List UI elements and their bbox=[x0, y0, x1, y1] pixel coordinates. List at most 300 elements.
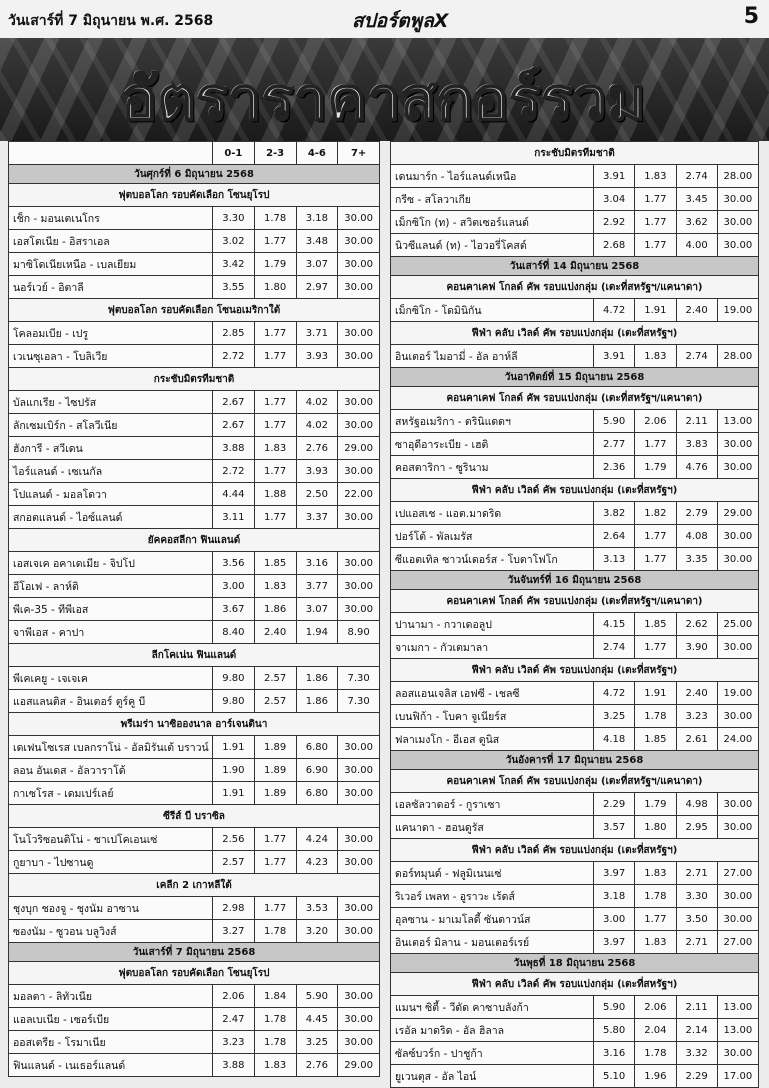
odds-value: 27.00 bbox=[717, 931, 758, 954]
competition-header-row bbox=[9, 299, 380, 322]
match-teams: ซองนัม - ซูวอน บลูวิงส์ bbox=[9, 920, 213, 943]
match-row bbox=[9, 345, 380, 368]
match-row bbox=[391, 931, 759, 954]
date-header: วันอาทิตย์ที่ 15 มิถุนายน 2568 bbox=[391, 368, 759, 387]
competition-header: เคลีก 2 เกาหลีใต้ bbox=[9, 874, 380, 897]
match-teams: พีเคเคยู - เจเจเค bbox=[9, 667, 213, 690]
odds-value: 2.79 bbox=[676, 502, 717, 525]
odds-value: 1.77 bbox=[635, 433, 676, 456]
odds-value: 1.77 bbox=[254, 460, 296, 483]
match-row bbox=[391, 299, 759, 322]
competition-header: ซีรีส์ บี บราซิล bbox=[9, 805, 380, 828]
issue-date: วันเสาร์ที่ 7 มิถุนายน พ.ศ. 2568 bbox=[8, 13, 214, 29]
match-row bbox=[391, 1042, 759, 1065]
odds-value: 3.42 bbox=[213, 253, 255, 276]
odds-value: 3.62 bbox=[676, 211, 717, 234]
odds-value: 1.82 bbox=[635, 502, 676, 525]
odds-value: 1.89 bbox=[254, 782, 296, 805]
match-row bbox=[9, 1031, 380, 1054]
team-header bbox=[9, 142, 213, 165]
odds-value: 6.80 bbox=[296, 782, 338, 805]
odds-value: 30.00 bbox=[717, 188, 758, 211]
date-header: วันจันทร์ที่ 16 มิถุนายน 2568 bbox=[391, 571, 759, 590]
competition-header-row bbox=[9, 874, 380, 897]
competition-header-row bbox=[391, 479, 759, 502]
odds-value: 1.83 bbox=[635, 862, 676, 885]
competition-header: คอนคาเคฟ โกลด์ คัพ รอบแบ่งกลุ่ม (เตะที่สหรัฐฯ/แคนาดา) bbox=[391, 770, 759, 793]
odds-value: 13.00 bbox=[717, 996, 758, 1019]
odds-value: 1.77 bbox=[635, 234, 676, 257]
odds-value: 3.35 bbox=[676, 548, 717, 571]
match-teams: ปอร์โต้ - พัลเมรัส bbox=[391, 525, 594, 548]
odds-value: 4.24 bbox=[296, 828, 338, 851]
match-row bbox=[9, 897, 380, 920]
odds-value: 2.67 bbox=[213, 414, 255, 437]
competition-header: ฟีฟ่า คลับ เวิลด์ คัพ รอบแบ่งกลุ่ม (เตะที่สหรัฐฯ) bbox=[391, 659, 759, 682]
odds-value: 1.91 bbox=[635, 682, 676, 705]
match-row bbox=[9, 759, 380, 782]
odds-value: 30.00 bbox=[338, 460, 380, 483]
odds-value: 3.00 bbox=[594, 908, 635, 931]
odds-value: 3.16 bbox=[296, 552, 338, 575]
date-header-row bbox=[9, 943, 380, 962]
odds-value: 3.13 bbox=[594, 548, 635, 571]
odds-value: 2.40 bbox=[676, 299, 717, 322]
match-teams: พีเค-35 - ทีพีเอส bbox=[9, 598, 213, 621]
odds-value: 2.64 bbox=[594, 525, 635, 548]
odds-value: 3.25 bbox=[594, 705, 635, 728]
odds-value: 30.00 bbox=[717, 211, 758, 234]
odds-value: 13.00 bbox=[717, 410, 758, 433]
match-teams: เช็ก - มอนเตเนโกร bbox=[9, 207, 213, 230]
odds-value: 1.86 bbox=[296, 690, 338, 713]
odds-value: 1.83 bbox=[254, 575, 296, 598]
odds-value: 30.00 bbox=[338, 598, 380, 621]
match-teams: จาเมกา - กัวเตมาลา bbox=[391, 636, 594, 659]
odds-value: 30.00 bbox=[717, 456, 758, 479]
match-row bbox=[9, 207, 380, 230]
odds-value: 2.85 bbox=[213, 322, 255, 345]
odds-value: 2.61 bbox=[676, 728, 717, 751]
match-teams: แคนาดา - ฮอนดูรัส bbox=[391, 816, 594, 839]
match-row bbox=[391, 188, 759, 211]
match-row bbox=[9, 851, 380, 874]
banner-title: อัตราราคาสกอร์รวม bbox=[122, 65, 647, 133]
odds-value: 2.06 bbox=[635, 410, 676, 433]
odds-value: 30.00 bbox=[338, 230, 380, 253]
odds-value: 1.88 bbox=[254, 483, 296, 506]
odds-value: 3.23 bbox=[676, 705, 717, 728]
odds-value: 29.00 bbox=[338, 1054, 380, 1077]
competition-header-row bbox=[9, 368, 380, 391]
match-row bbox=[9, 483, 380, 506]
match-row bbox=[391, 548, 759, 571]
competition-header: ลีกโคเน่น ฟินแลนด์ bbox=[9, 644, 380, 667]
competition-header: กระชับมิตรทีมชาติ bbox=[391, 142, 759, 165]
competition-header-row bbox=[391, 387, 759, 410]
match-row bbox=[9, 690, 380, 713]
odds-value: 19.00 bbox=[717, 299, 758, 322]
odds-value: 1.84 bbox=[254, 985, 296, 1008]
match-row bbox=[391, 682, 759, 705]
odds-value: 25.00 bbox=[717, 613, 758, 636]
odds-value: 4.72 bbox=[594, 682, 635, 705]
match-row bbox=[391, 636, 759, 659]
odds-value: 1.79 bbox=[254, 253, 296, 276]
competition-header-row bbox=[391, 659, 759, 682]
match-row bbox=[9, 552, 380, 575]
match-teams: ยูเวนตุส - อัล ไอน์ bbox=[391, 1065, 594, 1088]
odds-value: 30.00 bbox=[338, 207, 380, 230]
match-row bbox=[9, 782, 380, 805]
odds-value: 30.00 bbox=[338, 253, 380, 276]
match-row bbox=[391, 728, 759, 751]
match-teams: ฟินแลนด์ - เนเธอร์แลนด์ bbox=[9, 1054, 213, 1077]
odds-value: 2.62 bbox=[676, 613, 717, 636]
odds-value: 1.89 bbox=[254, 736, 296, 759]
odds-value: 30.00 bbox=[717, 548, 758, 571]
match-row bbox=[391, 165, 759, 188]
match-row bbox=[391, 410, 759, 433]
odds-value: 13.00 bbox=[717, 1019, 758, 1042]
match-teams: กูยาบา - ไปซานดู bbox=[9, 851, 213, 874]
odds-value: 30.00 bbox=[338, 1008, 380, 1031]
odds-value: 2.29 bbox=[594, 793, 635, 816]
odds-value: 3.11 bbox=[213, 506, 255, 529]
match-teams: เวเนซุเอลา - โบลิเวีย bbox=[9, 345, 213, 368]
odds-value: 3.32 bbox=[676, 1042, 717, 1065]
date-header-row bbox=[391, 751, 759, 770]
odds-value: 1.77 bbox=[254, 391, 296, 414]
odds-value: 30.00 bbox=[338, 828, 380, 851]
odds-value: 30.00 bbox=[338, 920, 380, 943]
odds-value: 1.83 bbox=[635, 165, 676, 188]
match-teams: สกอตแลนด์ - ไอซ์แลนด์ bbox=[9, 506, 213, 529]
odds-value: 30.00 bbox=[338, 851, 380, 874]
odds-value: 6.90 bbox=[296, 759, 338, 782]
match-teams: โคลอมเบีย - เปรู bbox=[9, 322, 213, 345]
match-teams: เบนฟิก้า - โบคา จูเนียร์ส bbox=[391, 705, 594, 728]
match-teams: แมนฯ ซิตี้ - วีดัด คาซาบลังก้า bbox=[391, 996, 594, 1019]
odds-value: 1.77 bbox=[254, 322, 296, 345]
match-row bbox=[9, 575, 380, 598]
match-teams: ออสเตรีย - โรมาเนีย bbox=[9, 1031, 213, 1054]
match-row bbox=[9, 621, 380, 644]
match-teams: ดอร์ทมุนด์ - ฟลูมิเนนเซ่ bbox=[391, 862, 594, 885]
competition-header-row bbox=[391, 973, 759, 996]
match-teams: ซัลซ์บวร์ก - ปาชูก้า bbox=[391, 1042, 594, 1065]
competition-header-row bbox=[9, 962, 380, 985]
competition-header-row bbox=[9, 644, 380, 667]
odds-value: 2.76 bbox=[296, 437, 338, 460]
match-row bbox=[9, 1054, 380, 1077]
odds-value: 30.00 bbox=[338, 414, 380, 437]
odds-value: 30.00 bbox=[338, 985, 380, 1008]
odds-value: 2.98 bbox=[213, 897, 255, 920]
right-odds-column bbox=[390, 141, 759, 1088]
odds-value: 2.40 bbox=[676, 682, 717, 705]
odds-value: 1.91 bbox=[213, 736, 255, 759]
odds-value: 30.00 bbox=[338, 345, 380, 368]
odds-value: 2.77 bbox=[594, 433, 635, 456]
odds-value: 3.57 bbox=[594, 816, 635, 839]
odds-value: 2.06 bbox=[213, 985, 255, 1008]
match-teams: เดเฟนโซเรส เบลกราโน่ - อัลมิรันเต้ บราวน์ bbox=[9, 736, 213, 759]
odds-value: 3.97 bbox=[594, 862, 635, 885]
competition-header-row bbox=[391, 142, 759, 165]
odds-value: 3.25 bbox=[296, 1031, 338, 1054]
page-number: 5 bbox=[743, 4, 759, 29]
competition-header-row bbox=[391, 839, 759, 862]
odds-value: 8.40 bbox=[213, 621, 255, 644]
odds-value: 30.00 bbox=[717, 793, 758, 816]
match-row bbox=[391, 885, 759, 908]
odds-value: 2.71 bbox=[676, 862, 717, 885]
right-odds-table bbox=[390, 141, 759, 1088]
odds-value: 30.00 bbox=[338, 897, 380, 920]
odds-value: 3.48 bbox=[296, 230, 338, 253]
odds-value: 30.00 bbox=[338, 759, 380, 782]
odds-value: 2.56 bbox=[213, 828, 255, 851]
odds-value: 3.82 bbox=[594, 502, 635, 525]
competition-header: ฟีฟ่า คลับ เวิลด์ คัพ รอบแบ่งกลุ่ม (เตะที่สหรัฐฯ) bbox=[391, 322, 759, 345]
left-rows bbox=[9, 165, 380, 1077]
match-teams: เอสโตเนีย - อิสราเอล bbox=[9, 230, 213, 253]
date-header: วันอังคารที่ 17 มิถุนายน 2568 bbox=[391, 751, 759, 770]
competition-header: ฟุตบอลโลก รอบคัดเลือก โซนยุโรป bbox=[9, 962, 380, 985]
odds-value: 1.77 bbox=[254, 414, 296, 437]
odds-value: 1.94 bbox=[296, 621, 338, 644]
odds-value: 2.74 bbox=[676, 345, 717, 368]
odds-value: 30.00 bbox=[717, 816, 758, 839]
match-teams: ลอน อันเดส - อัลวาราโด้ bbox=[9, 759, 213, 782]
odds-value: 1.83 bbox=[254, 437, 296, 460]
match-row bbox=[391, 613, 759, 636]
odds-value: 30.00 bbox=[338, 322, 380, 345]
match-teams: ฟลาเมงโก - อีเอส ตูนิส bbox=[391, 728, 594, 751]
match-row bbox=[391, 234, 759, 257]
odds-value: 2.67 bbox=[213, 391, 255, 414]
odds-value: 2.72 bbox=[213, 345, 255, 368]
odds-value: 1.78 bbox=[635, 705, 676, 728]
match-row bbox=[391, 705, 759, 728]
odds-value: 9.80 bbox=[213, 690, 255, 713]
odds-value: 30.00 bbox=[338, 1031, 380, 1054]
odds-value: 3.88 bbox=[213, 437, 255, 460]
match-row bbox=[9, 920, 380, 943]
competition-header-row bbox=[9, 184, 380, 207]
odds-value: 19.00 bbox=[717, 682, 758, 705]
match-teams: คอสตาริกา - ซูรินาม bbox=[391, 456, 594, 479]
odds-value: 30.00 bbox=[717, 433, 758, 456]
odds-value: 2.68 bbox=[594, 234, 635, 257]
match-teams: กาเซโรส - เดมเปร์เลย์ bbox=[9, 782, 213, 805]
col-header: 2-3 bbox=[254, 142, 296, 165]
odds-value: 1.77 bbox=[635, 525, 676, 548]
odds-value: 3.30 bbox=[676, 885, 717, 908]
match-row bbox=[391, 996, 759, 1019]
odds-value: 1.77 bbox=[254, 851, 296, 874]
right-rows bbox=[391, 142, 759, 1088]
odds-value: 3.93 bbox=[296, 460, 338, 483]
odds-value: 3.67 bbox=[213, 598, 255, 621]
odds-value: 1.83 bbox=[635, 345, 676, 368]
odds-value: 4.15 bbox=[594, 613, 635, 636]
odds-value: 3.18 bbox=[296, 207, 338, 230]
match-teams: ซีแอตเทิล ซาวน์เดอร์ส - โบตาโฟโก bbox=[391, 548, 594, 571]
odds-value: 3.90 bbox=[676, 636, 717, 659]
match-row bbox=[9, 667, 380, 690]
odds-value: 1.79 bbox=[635, 456, 676, 479]
match-row bbox=[9, 1008, 380, 1031]
odds-value: 1.78 bbox=[254, 1031, 296, 1054]
match-teams: แอสแลนติส - อินเตอร์ ตูร์คู บี bbox=[9, 690, 213, 713]
match-row bbox=[9, 276, 380, 299]
odds-value: 8.90 bbox=[338, 621, 380, 644]
odds-value: 2.95 bbox=[676, 816, 717, 839]
competition-header: พรีเมร่า นาซิอองนาล อาร์เจนตินา bbox=[9, 713, 380, 736]
match-teams: เปแอสเช - แอต.มาดริด bbox=[391, 502, 594, 525]
match-teams: นิวซีแลนด์ (ท) - ไอวอรี่โคสต์ bbox=[391, 234, 594, 257]
odds-value: 1.83 bbox=[254, 1054, 296, 1077]
odds-value: 1.77 bbox=[254, 345, 296, 368]
match-teams: โนโวริซอนติโน่ - ชาเปโคเอนเซ่ bbox=[9, 828, 213, 851]
odds-value: 30.00 bbox=[338, 782, 380, 805]
competition-header: ฟุตบอลโลก รอบคัดเลือก โซนยุโรป bbox=[9, 184, 380, 207]
match-row bbox=[391, 211, 759, 234]
odds-value: 5.90 bbox=[594, 410, 635, 433]
odds-value: 2.29 bbox=[676, 1065, 717, 1088]
date-header: วันเสาร์ที่ 14 มิถุนายน 2568 bbox=[391, 257, 759, 276]
odds-value: 2.57 bbox=[254, 690, 296, 713]
odds-value: 3.53 bbox=[296, 897, 338, 920]
odds-value: 3.16 bbox=[594, 1042, 635, 1065]
odds-value: 24.00 bbox=[717, 728, 758, 751]
match-row bbox=[9, 391, 380, 414]
match-teams: จาพีเอส - คาปา bbox=[9, 621, 213, 644]
odds-value: 1.91 bbox=[635, 299, 676, 322]
odds-value: 5.90 bbox=[594, 996, 635, 1019]
odds-value: 1.86 bbox=[296, 667, 338, 690]
competition-header-row bbox=[9, 805, 380, 828]
odds-value: 1.77 bbox=[635, 908, 676, 931]
competition-header: ยัคคอสลีกา ฟินแลนด์ bbox=[9, 529, 380, 552]
match-row bbox=[391, 862, 759, 885]
odds-value: 3.45 bbox=[676, 188, 717, 211]
match-teams: อินเตอร์ ไมอามี่ - อัล อาห์ลี bbox=[391, 345, 594, 368]
competition-header-row bbox=[391, 590, 759, 613]
odds-value: 1.90 bbox=[213, 759, 255, 782]
odds-value: 1.77 bbox=[635, 188, 676, 211]
date-header-row bbox=[391, 954, 759, 973]
odds-value: 7.30 bbox=[338, 667, 380, 690]
odds-value: 30.00 bbox=[717, 885, 758, 908]
odds-value: 2.72 bbox=[213, 460, 255, 483]
competition-header: กระชับมิตรทีมชาติ bbox=[9, 368, 380, 391]
date-header-row bbox=[391, 571, 759, 590]
date-header-row bbox=[391, 257, 759, 276]
odds-value: 4.98 bbox=[676, 793, 717, 816]
match-row bbox=[9, 253, 380, 276]
odds-value: 30.00 bbox=[717, 908, 758, 931]
match-teams: อุลซาน - มาเมโลดี้ ซันดาวน์ส bbox=[391, 908, 594, 931]
odds-value: 4.00 bbox=[676, 234, 717, 257]
odds-value: 1.77 bbox=[254, 897, 296, 920]
date-header: วันเสาร์ที่ 7 มิถุนายน 2568 bbox=[9, 943, 380, 962]
match-teams: ลอสแอนเจลิส เอฟซี - เชลซี bbox=[391, 682, 594, 705]
odds-value: 4.08 bbox=[676, 525, 717, 548]
match-row bbox=[9, 460, 380, 483]
odds-value: 3.27 bbox=[213, 920, 255, 943]
competition-header-row bbox=[391, 322, 759, 345]
odds-value: 2.92 bbox=[594, 211, 635, 234]
odds-value: 4.45 bbox=[296, 1008, 338, 1031]
odds-value: 30.00 bbox=[338, 391, 380, 414]
odds-value: 2.97 bbox=[296, 276, 338, 299]
odds-value: 3.88 bbox=[213, 1054, 255, 1077]
odds-value: 2.50 bbox=[296, 483, 338, 506]
odds-value: 30.00 bbox=[338, 506, 380, 529]
odds-value: 2.57 bbox=[213, 851, 255, 874]
match-row bbox=[391, 456, 759, 479]
odds-value: 2.04 bbox=[635, 1019, 676, 1042]
left-odds-column bbox=[8, 141, 380, 1077]
date-header-row bbox=[9, 165, 380, 184]
odds-value: 3.56 bbox=[213, 552, 255, 575]
odds-value: 2.76 bbox=[296, 1054, 338, 1077]
odds-value: 1.80 bbox=[635, 816, 676, 839]
odds-value: 30.00 bbox=[338, 736, 380, 759]
odds-value: 28.00 bbox=[717, 345, 758, 368]
match-teams: ลักเซมเบิร์ก - สโลวีเนีย bbox=[9, 414, 213, 437]
odds-value: 1.77 bbox=[635, 548, 676, 571]
odds-value: 4.02 bbox=[296, 414, 338, 437]
competition-header-row bbox=[391, 276, 759, 299]
column-header-row bbox=[9, 142, 380, 165]
match-teams: ซาอุดีอาระเบีย - เฮติ bbox=[391, 433, 594, 456]
odds-value: 3.71 bbox=[296, 322, 338, 345]
odds-value: 2.40 bbox=[254, 621, 296, 644]
competition-header-row bbox=[391, 770, 759, 793]
brand-logo: สปอร์ตพูลX bbox=[352, 10, 449, 32]
odds-value: 22.00 bbox=[338, 483, 380, 506]
odds-value: 3.18 bbox=[594, 885, 635, 908]
odds-value: 3.23 bbox=[213, 1031, 255, 1054]
match-teams: เอสเจเค อคาเดเมีย - จิปโป bbox=[9, 552, 213, 575]
match-teams: ปานามา - กวาเดอลูป bbox=[391, 613, 594, 636]
match-teams: ฮังการี - สวีเดน bbox=[9, 437, 213, 460]
competition-header: ฟีฟ่า คลับ เวิลด์ คัพ รอบแบ่งกลุ่ม (เตะที่สหรัฐฯ) bbox=[391, 839, 759, 862]
odds-value: 3.91 bbox=[594, 165, 635, 188]
odds-value: 5.10 bbox=[594, 1065, 635, 1088]
odds-value: 1.78 bbox=[254, 920, 296, 943]
match-teams: เม็กซิโก (ท) - สวิตเซอร์แลนด์ bbox=[391, 211, 594, 234]
odds-value: 1.77 bbox=[254, 230, 296, 253]
competition-header-row bbox=[9, 713, 380, 736]
odds-value: 30.00 bbox=[338, 552, 380, 575]
odds-value: 2.47 bbox=[213, 1008, 255, 1031]
match-teams: โปแลนด์ - มอลโดวา bbox=[9, 483, 213, 506]
odds-value: 2.14 bbox=[676, 1019, 717, 1042]
odds-value: 1.77 bbox=[254, 506, 296, 529]
match-teams: เรอัล มาดริด - อัล ฮิลาล bbox=[391, 1019, 594, 1042]
odds-value: 30.00 bbox=[338, 276, 380, 299]
match-row bbox=[9, 598, 380, 621]
left-odds-table bbox=[8, 141, 380, 1077]
match-row bbox=[391, 433, 759, 456]
odds-value: 1.78 bbox=[635, 1042, 676, 1065]
match-row bbox=[9, 506, 380, 529]
